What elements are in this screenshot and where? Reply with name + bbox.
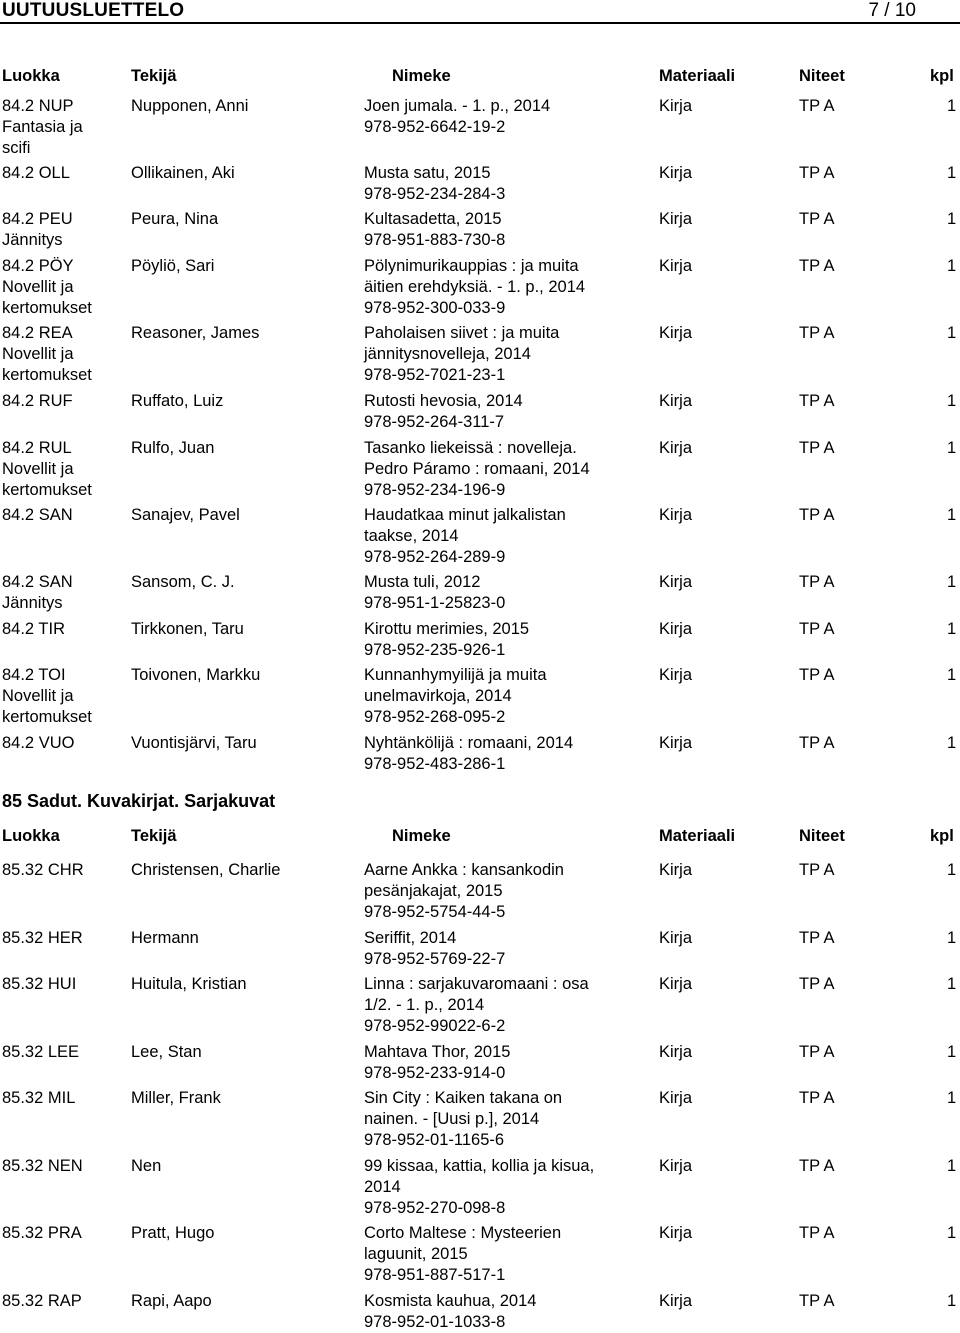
cell-niteet: TP A [799,666,835,684]
cell-luokka: 84.2 PEU Jännitys [2,210,73,249]
cell-kpl: 1 [947,506,957,524]
cell-nimeke: Musta tuli, 2012 978-951-1-25823-0 [364,573,506,612]
cell-nimeke: Aarne Ankka : kansankodin pesänjakajat, 2015 978-952-5754-44-5 [364,861,564,921]
cell-nimeke: Paholaisen siivet : ja muita jännitysnovelleja, 2014 978-952-7021-23-1 [364,324,560,384]
cell-kpl: 1 [947,666,957,684]
cell-kpl: 1 [947,861,957,879]
col-luokka: Luokka [2,827,60,845]
page-header [0,0,960,24]
cell-tekija: Reasoner, James [131,324,260,342]
cell-nimeke: Seriffit, 2014 978-952-5769-22-7 [364,929,506,968]
cell-nimeke: 99 kissaa, kattia, kollia ja kisua, 2014 978-952-270-098-8 [364,1157,595,1217]
cell-niteet: TP A [799,734,835,752]
column-headers-section2 [0,827,960,849]
cell-nimeke: Rutosti hevosia, 2014 978-952-264-311-7 [364,392,523,431]
cell-materiaali: Kirja [659,1043,693,1061]
cell-niteet: TP A [799,1292,835,1310]
cell-kpl: 1 [947,1089,957,1107]
cell-niteet: TP A [799,573,835,591]
column-headers-section1 [0,67,960,89]
cell-kpl: 1 [947,620,957,638]
cell-niteet: TP A [799,1043,835,1061]
cell-luokka: 85.32 PRA [2,1224,82,1242]
cell-kpl: 1 [947,573,957,591]
cell-tekija: Pratt, Hugo [131,1224,215,1242]
cell-materiaali: Kirja [659,506,693,524]
cell-niteet: TP A [799,620,835,638]
cell-materiaali: Kirja [659,1157,693,1175]
col-tekija: Tekijä [131,67,177,85]
cell-kpl: 1 [947,257,957,275]
cell-tekija: Peura, Nina [131,210,219,228]
cell-niteet: TP A [799,210,835,228]
col-kpl: kpl [930,67,954,85]
cell-materiaali: Kirja [659,1224,693,1242]
cell-niteet: TP A [799,1157,835,1175]
cell-luokka: 84.2 TOI Novellit ja kertomukset [2,666,92,726]
cell-nimeke: Sin City : Kaiken takana on nainen. - [Uusi p.], 2014 978-952-01-1165-6 [364,1089,563,1149]
cell-kpl: 1 [947,734,957,752]
page-number: 7 / 10 [868,0,916,21]
cell-materiaali: Kirja [659,666,693,684]
cell-kpl: 1 [947,439,957,457]
cell-luokka: 84.2 RUF [2,392,73,410]
cell-kpl: 1 [947,1043,957,1061]
cell-tekija: Huitula, Kristian [131,975,247,993]
cell-niteet: TP A [799,97,835,115]
cell-nimeke: Kunnanhymyilijä ja muita unelmavirkoja, 2014 978-952-268-095-2 [364,666,547,726]
cell-materiaali: Kirja [659,324,693,342]
cell-tekija: Vuontisjärvi, Taru [131,734,257,752]
cell-kpl: 1 [947,164,957,182]
col-materiaali: Materiaali [659,827,736,845]
cell-materiaali: Kirja [659,164,693,182]
cell-tekija: Tirkkonen, Taru [131,620,244,638]
col-nimeke: Nimeke [392,827,451,845]
col-kpl: kpl [930,827,954,845]
col-tekija: Tekijä [131,827,177,845]
cell-tekija: Rapi, Aapo [131,1292,212,1310]
cell-nimeke: Mahtava Thor, 2015 978-952-233-914-0 [364,1043,511,1082]
cell-materiaali: Kirja [659,1292,693,1310]
cell-materiaali: Kirja [659,97,693,115]
cell-tekija: Rulfo, Juan [131,439,215,457]
cell-materiaali: Kirja [659,573,693,591]
col-luokka: Luokka [2,67,60,85]
cell-niteet: TP A [799,392,835,410]
cell-luokka: 85.32 CHR [2,861,84,879]
cell-tekija: Sansom, C. J. [131,573,235,591]
cell-nimeke: Tasanko liekeissä : novelleja. Pedro Páramo : romaani, 2014 978-952-234-196-9 [364,439,590,499]
cell-kpl: 1 [947,1157,957,1175]
cell-nimeke: Corto Maltese : Mysteerien laguunit, 2015 978-951-887-517-1 [364,1224,562,1284]
cell-materiaali: Kirja [659,1089,693,1107]
cell-luokka: 85.32 HER [2,929,83,947]
cell-kpl: 1 [947,929,957,947]
col-materiaali: Materiaali [659,67,736,85]
cell-nimeke: Kirottu merimies, 2015 978-952-235-926-1 [364,620,530,659]
header-divider [0,22,960,24]
col-niteet: Niteet [799,67,845,85]
cell-materiaali: Kirja [659,620,693,638]
cell-kpl: 1 [947,392,957,410]
cell-nimeke: Pölynimurikauppias : ja muita äitien erehdyksiä. - 1. p., 2014 978-952-300-033-9 [364,257,586,317]
section-title: 85 Sadut. Kuvakirjat. Sarjakuvat [2,791,276,811]
cell-tekija: Pöyliö, Sari [131,257,215,275]
cell-luokka: 85.32 MIL [2,1089,76,1107]
cell-luokka: 84.2 VUO [2,734,75,752]
cell-luokka: 84.2 OLL [2,164,70,182]
cell-niteet: TP A [799,257,835,275]
cell-tekija: Christensen, Charlie [131,861,281,879]
cell-nimeke: Kultasadetta, 2015 978-951-883-730-8 [364,210,506,249]
col-niteet: Niteet [799,827,845,845]
cell-niteet: TP A [799,324,835,342]
cell-kpl: 1 [947,1224,957,1242]
cell-materiaali: Kirja [659,439,693,457]
cell-kpl: 1 [947,324,957,342]
cell-tekija: Ruffato, Luiz [131,392,224,410]
cell-luokka: 84.2 SAN Jännitys [2,573,73,612]
cell-materiaali: Kirja [659,392,693,410]
cell-tekija: Sanajev, Pavel [131,506,240,524]
cell-luokka: 84.2 SAN [2,506,73,524]
cell-materiaali: Kirja [659,734,693,752]
cell-tekija: Hermann [131,929,199,947]
cell-nimeke: Joen jumala. - 1. p., 2014 978-952-6642-19-2 [364,97,551,136]
cell-niteet: TP A [799,975,835,993]
cell-materiaali: Kirja [659,210,693,228]
cell-luokka: 84.2 TIR [2,620,65,638]
cell-materiaali: Kirja [659,929,693,947]
cell-niteet: TP A [799,929,835,947]
cell-luokka: 84.2 REA Novellit ja kertomukset [2,324,92,384]
cell-niteet: TP A [799,506,835,524]
cell-niteet: TP A [799,1224,835,1242]
cell-tekija: Miller, Frank [131,1089,221,1107]
cell-materiaali: Kirja [659,975,693,993]
cell-nimeke: Kosmista kauhua, 2014 978-952-01-1033-8 [364,1292,537,1331]
cell-nimeke: Nyhtänkölijä : romaani, 2014 978-952-483-286-1 [364,734,574,773]
cell-niteet: TP A [799,439,835,457]
cell-kpl: 1 [947,1292,957,1310]
cell-luokka: 85.32 HUI [2,975,77,993]
cell-niteet: TP A [799,164,835,182]
cell-luokka: 85.32 NEN [2,1157,83,1175]
cell-kpl: 1 [947,97,957,115]
cell-tekija: Toivonen, Markku [131,666,261,684]
cell-nimeke: Linna : sarjakuvaromaani : osa 1/2. - 1. p., 2014 978-952-99022-6-2 [364,975,589,1035]
page-title: UUTUUSLUETTELO [2,0,185,21]
cell-tekija: Ollikainen, Aki [131,164,235,182]
col-nimeke: Nimeke [392,67,451,85]
cell-niteet: TP A [799,1089,835,1107]
cell-kpl: 1 [947,210,957,228]
cell-nimeke: Musta satu, 2015 978-952-234-284-3 [364,164,506,203]
cell-luokka: 85.32 LEE [2,1043,80,1061]
cell-materiaali: Kirja [659,257,693,275]
cell-tekija: Nupponen, Anni [131,97,249,115]
cell-luokka: 84.2 NUP Fantasia ja scifi [2,97,83,157]
cell-materiaali: Kirja [659,861,693,879]
cell-nimeke: Haudatkaa minut jalkalistan taakse, 2014 978-952-264-289-9 [364,506,566,566]
cell-tekija: Lee, Stan [131,1043,202,1061]
cell-kpl: 1 [947,975,957,993]
cell-niteet: TP A [799,861,835,879]
cell-luokka: 85.32 RAP [2,1292,82,1310]
cell-luokka: 84.2 PÖY Novellit ja kertomukset [2,257,92,317]
cell-luokka: 84.2 RUL Novellit ja kertomukset [2,439,92,499]
cell-tekija: Nen [131,1157,162,1175]
